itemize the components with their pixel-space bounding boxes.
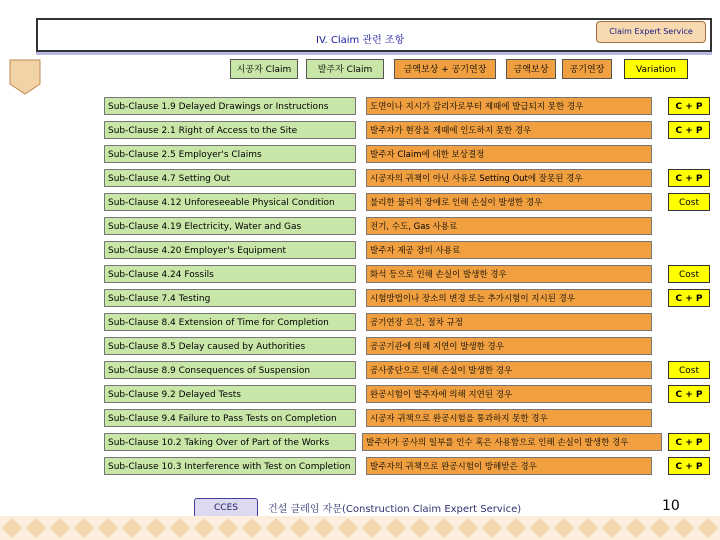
clause-cell: Sub-Clause 7.4 Testing	[104, 289, 356, 307]
table-row	[104, 121, 710, 139]
table-row	[104, 313, 710, 331]
clause-cell: Sub-Clause 10.3 Interference with Test on Completion	[104, 457, 356, 475]
description-cell: 발주자의 귀책으로 완공시험이 방해받은 경우	[366, 457, 652, 475]
description-cell: 공기연장 요건, 절차 규정	[366, 313, 652, 331]
description-cell: 발주자 Claim에 대한 보상결정	[366, 145, 652, 163]
clause-cell: Sub-Clause 8.4 Extension of Time for Completion	[104, 313, 356, 331]
description-cell: 발주자가 공사의 일부를 인수 혹은 사용함으로 인해 손실이 발생한 경우	[362, 433, 662, 451]
result-cell: Cost	[668, 361, 710, 379]
result-cell: Cost	[668, 265, 710, 283]
cces-badge: CCES	[194, 498, 258, 518]
legend-variation: Variation	[624, 59, 688, 79]
legend-cost-time: 금액보상 + 공기연장	[394, 59, 496, 79]
result-cell: C + P	[668, 433, 710, 451]
table-row	[104, 265, 710, 283]
description-cell: 완공시험이 발주자에 의해 지연된 경우	[366, 385, 652, 403]
table-row	[104, 361, 710, 379]
legend-cost: 금액보상	[506, 59, 556, 79]
description-cell: 발주자 제공 장비 사용료	[366, 241, 652, 259]
description-cell: 화석 등으로 인해 손실이 발생한 경우	[366, 265, 652, 283]
result-cell: C + P	[668, 289, 710, 307]
clause-cell: Sub-Clause 4.19 Electricity, Water and Gas	[104, 217, 356, 235]
table-row	[104, 193, 710, 211]
result-cell: C + P	[668, 169, 710, 187]
table-row	[104, 457, 710, 475]
page-number: 10	[662, 498, 680, 514]
description-cell: 시공자의 귀책이 아닌 사유로 Setting Out에 잘못된 경우	[366, 169, 652, 187]
decorative-pattern	[0, 516, 720, 540]
description-cell: 공공기관에 의해 지연이 발생한 경우	[366, 337, 652, 355]
clause-cell: Sub-Clause 1.9 Delayed Drawings or Instructions	[104, 97, 356, 115]
table-row	[104, 169, 710, 187]
result-cell: C + P	[668, 97, 710, 115]
service-tag: Claim Expert Service	[596, 21, 706, 43]
table-row	[104, 337, 710, 355]
legend-contractor-claim: 시공자 Claim	[230, 59, 298, 79]
table-row	[104, 385, 710, 403]
table-row	[104, 241, 710, 259]
result-cell: C + P	[668, 121, 710, 139]
description-cell: 공사중단으로 인해 손실이 발생한 경우	[366, 361, 652, 379]
table-row	[104, 97, 710, 115]
footer-text: 건설 클레임 자문(Construction Claim Expert Service)	[268, 504, 522, 515]
clause-cell: Sub-Clause 9.4 Failure to Pass Tests on Completion	[104, 409, 356, 427]
page-title: IV. Claim 관련 조항	[316, 35, 405, 46]
clause-cell: Sub-Clause 8.5 Delay caused by Authorities	[104, 337, 356, 355]
table-row	[104, 289, 710, 307]
description-cell: 불리한 물리적 장애로 인해 손실이 발생한 경우	[366, 193, 652, 211]
result-cell: C + P	[668, 385, 710, 403]
table-row	[104, 145, 710, 163]
decorative-arrow-icon	[8, 58, 42, 96]
description-cell: 시험방법이나 장소의 변경 또는 추가시험이 지시된 경우	[366, 289, 652, 307]
legend-time: 공기연장	[562, 59, 612, 79]
clause-cell: Sub-Clause 9.2 Delayed Tests	[104, 385, 356, 403]
table-row	[104, 433, 710, 451]
clause-cell: Sub-Clause 4.24 Fossils	[104, 265, 356, 283]
clause-cell: Sub-Clause 4.12 Unforeseeable Physical Condition	[104, 193, 356, 211]
table-row	[104, 217, 710, 235]
description-cell: 도면이나 지시가 감리자로부터 제때에 발급되지 못한 경우	[366, 97, 652, 115]
clause-cell: Sub-Clause 4.20 Employer's Equipment	[104, 241, 356, 259]
clause-cell: Sub-Clause 2.5 Employer's Claims	[104, 145, 356, 163]
description-cell: 발주자가 현장을 제때에 인도하지 못한 경우	[366, 121, 652, 139]
clause-cell: Sub-Clause 10.2 Taking Over of Part of the Works	[104, 433, 356, 451]
table-row	[104, 409, 710, 427]
result-cell: C + P	[668, 457, 710, 475]
description-cell: 전기, 수도, Gas 사용료	[366, 217, 652, 235]
description-cell: 시공자 귀책으로 완공시험을 통과하지 못한 경우	[366, 409, 652, 427]
clause-cell: Sub-Clause 4.7 Setting Out	[104, 169, 356, 187]
clause-cell: Sub-Clause 8.9 Consequences of Suspension	[104, 361, 356, 379]
clause-cell: Sub-Clause 2.1 Right of Access to the Site	[104, 121, 356, 139]
legend-employer-claim: 발주자 Claim	[306, 59, 384, 79]
result-cell: Cost	[668, 193, 710, 211]
